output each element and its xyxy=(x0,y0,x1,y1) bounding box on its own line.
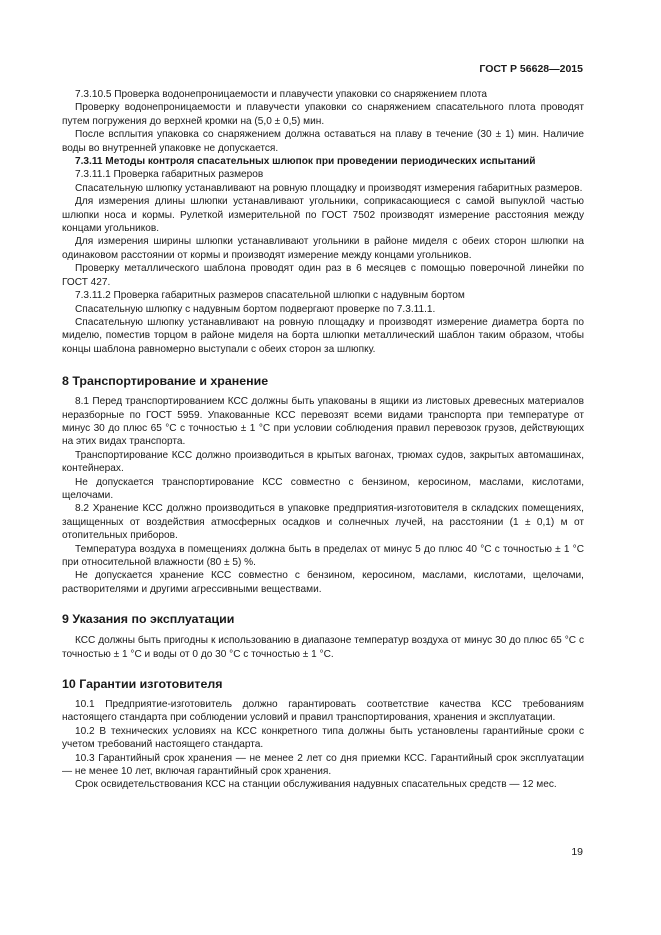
paragraph: Для измерения ширины шлюпки устанавливают угольники в районе миделя с обеих сторон шлюпки на одинаковом расстоянии от кормы и производят измерение между концами угольников. xyxy=(62,236,584,261)
section-heading-8: 8 Транспортирование и хранение xyxy=(62,374,269,389)
paragraph: 10.1 Предприятие-изготовитель должно гарантировать соответствие качества КСС требованиям настоящего стандарта при соблюдении условий и правил транспортирования, хранения и эксплуатации. xyxy=(62,699,584,724)
paragraph: Проверку водонепроницаемости и плавучести упаковки со снаряжением спасательного плота проводят путем погружения до верхней кромки на (5,0 ± 0,5) мин. xyxy=(62,102,584,127)
paragraph: Спасательную шлюпку устанавливают на ровную площадку и производят измерения габаритных размеров. xyxy=(75,182,583,194)
paragraph: 7.3.11.1 Проверка габаритных размеров xyxy=(75,169,264,181)
paragraph: Не допускается хранение КСС совместно с бензином, керосином, маслами, кислотами, щелочами, растворителями и другими агрессивными веществами. xyxy=(62,570,584,595)
paragraph: Для измерения длины шлюпки устанавливают угольники, соприкасающиеся с самой выпуклой частью шлюпки носа и кормы. Рулеткой измерительной по ГОСТ 7502 производят измерение расстояния между концами угольников. xyxy=(62,196,584,235)
paragraph: Срок освидетельствования КСС на станции обслуживания надувных спасательных средств — 12 мес. xyxy=(75,779,557,791)
section-heading-10: 10 Гарантии изготовителя xyxy=(62,677,223,692)
paragraph: Проверку металлического шаблона проводят один раз в 6 месяцев с помощью поверочной линейки по ГОСТ 427. xyxy=(62,263,584,288)
paragraph: 8.2 Хранение КСС должно производиться в упаковке предприятия-изготовителя в складских помещениях, защищенных от воздействия атмосферных осадков и солнечных лучей, на расстоянии (1 ± 0,1) м от отопительных приборов. xyxy=(62,503,584,542)
paragraph: КСС должны быть пригодны к использованию в диапазоне температур воздуха от минус 30 до плюс 65 °С с точностью ± 1 °С и воды от 0 до 30 °С с точностью ± 1 °С. xyxy=(62,635,584,660)
paragraph: Спасательную шлюпку устанавливают на ровную площадку и производят измерение диаметра борта по миделю, поместив торцом в районе миделя на борта шлюпки металлический шаблон таким образом, чтобы концы шаблона равномерно выступали с обеих сторон за шлюпку. xyxy=(62,316,584,355)
subsection-heading: 7.3.11 Методы контроля спасательных шлюпок при проведении периодических испытаний xyxy=(75,156,536,168)
paragraph: После всплытия упаковка со снаряжением должна оставаться на плаву в течение (30 ± 1) мин. Наличие воды во внутренней упаковке не допускается. xyxy=(62,129,584,154)
page-number: 19 xyxy=(571,846,583,858)
paragraph: 10.3 Гарантийный срок хранения — не менее 2 лет со дня приемки КСС. Гарантийный срок эксплуатации — не менее 10 лет, включая гарантийный срок хранения. xyxy=(62,752,584,778)
paragraph: Не допускается транспортирование КСС совместно с бензином, керосином, маслами, кислотами, щелочами. xyxy=(62,476,584,501)
paragraph: 8.1 Перед транспортированием КСС должны быть упакованы в ящики из листовых древесных материалов неразборные по ГОСТ 5959. Упакованные КСС перевозят всеми видами транспорта при температуре от минус 30 до плюс 65 °С с точностью ± 1 °С при условии соблюдения правил перевозок грузов, действующих на этих видах транспорта. xyxy=(62,396,584,448)
paragraph: Транспортирование КСС должно производиться в крытых вагонах, трюмах судов, закрытых автомашинах, контейнерах. xyxy=(62,449,584,475)
section-heading-9: 9 Указания по эксплуатации xyxy=(62,612,235,627)
paragraph: 7.3.11.2 Проверка габаритных размеров спасательной шлюпки с надувным бортом xyxy=(75,290,465,302)
paragraph: 7.3.10.5 Проверка водонепроницаемости и плавучести упаковки со снаряжением плота xyxy=(75,89,487,100)
paragraph: Температура воздуха в помещениях должна быть в пределах от минус 5 до плюс 40 °С с точностью ± 1 °С при относительной влажности (80 ± 5) %. xyxy=(62,543,584,568)
document-id: ГОСТ Р 56628—2015 xyxy=(479,63,583,75)
paragraph: 10.2 В технических условиях на КСС конкретного типа должны быть установлены гарантийные сроки с учетом требований настоящего стандарта. xyxy=(62,725,584,751)
paragraph: Спасательную шлюпку с надувным бортом подвергают проверке по 7.3.11.1. xyxy=(75,303,436,315)
document-body xyxy=(62,88,584,792)
